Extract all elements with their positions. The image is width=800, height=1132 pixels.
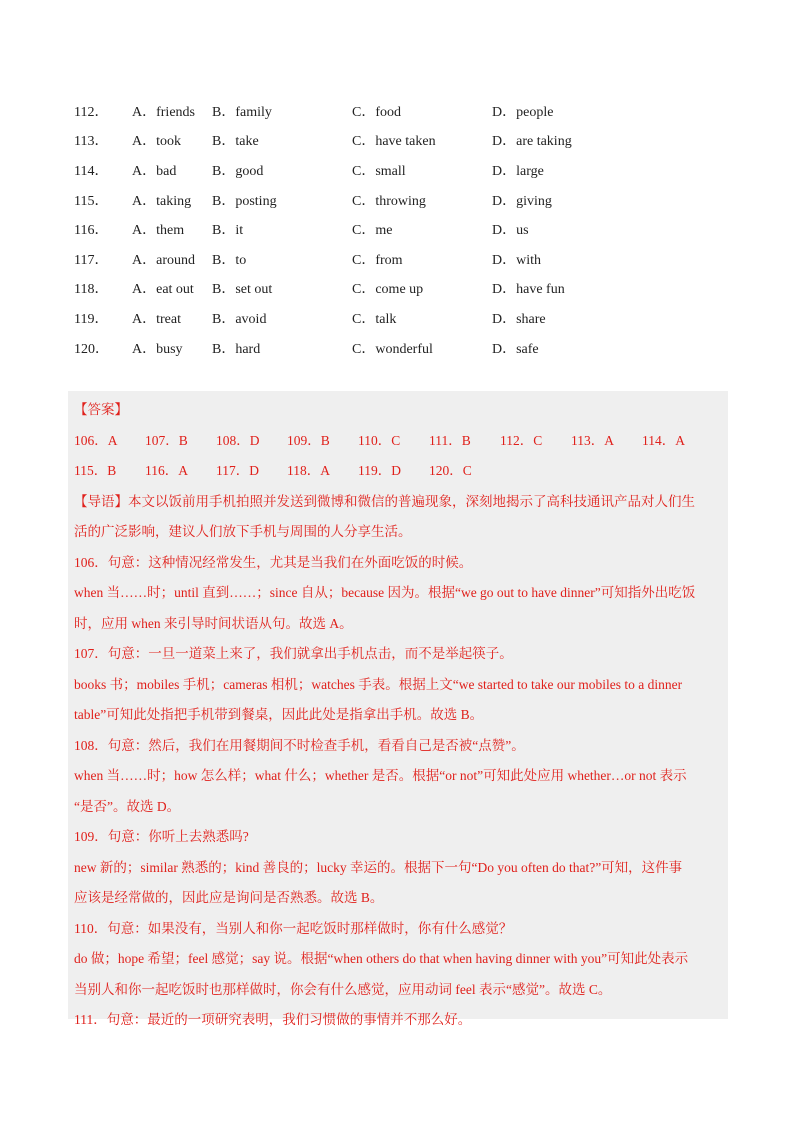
option-a: A．treat	[132, 311, 181, 327]
option-a: A．eat out	[132, 282, 194, 298]
answer-item: 118．A	[287, 463, 330, 478]
option-d: D．safe	[492, 341, 539, 357]
question-number: 117．	[74, 252, 109, 268]
option-a: A．busy	[132, 341, 183, 357]
option-b: B．it	[212, 223, 244, 239]
answer-row-1	[74, 426, 722, 457]
option-b: B．posting	[212, 193, 277, 209]
option-b: B．family	[212, 104, 272, 120]
option-c: C．me	[352, 223, 393, 239]
answer-item: 107．B	[145, 432, 188, 448]
explanation	[74, 487, 722, 1036]
answer-item: 108．D	[216, 432, 260, 448]
explanation-line: 时，应用 when 来引导时间状语从句。故选 A。	[74, 615, 353, 631]
option-a: A．bad	[132, 163, 177, 179]
option-c: C．food	[352, 104, 401, 120]
question-number: 112．	[74, 104, 109, 120]
explanation-line: when 当……时；how 怎么样；what 什么；whether 是否。根据“or not”可知此处应用 whether…or not 表示	[74, 768, 687, 783]
option-list	[74, 96, 734, 362]
question-number: 115．	[74, 193, 109, 209]
option-a: A．taking	[132, 193, 192, 209]
answer-item: 106．A	[74, 432, 118, 448]
answer-item: 114．A	[642, 432, 685, 448]
explanation-line: 110．句意：如果没有，当别人和你一起吃饭时那样做时，你有什么感觉？	[74, 920, 513, 936]
option-a: A．took	[132, 134, 181, 150]
question-number: 120．	[74, 341, 109, 357]
option-b: B．to	[212, 252, 247, 268]
option-d: D．large	[492, 163, 544, 179]
question-number: 119．	[74, 311, 109, 327]
explanation-line: do 做；hope 希望；feel 感觉；say 说。根据“when others do that when having dinner with you”可知此处表示	[74, 951, 689, 966]
explanation-line: table”可知此处指把手机带到餐桌，因此此处是指拿出手机。故选 B。	[74, 707, 484, 722]
explanation-line: 活的广泛影响，建议人们放下手机与周围的人分享生活。	[74, 524, 412, 539]
explanation-line: 当别人和你一起吃饭时也那样做时，你会有什么感觉，应用动词 feel 表示“感觉”。故选 C。	[74, 981, 612, 997]
question-number: 114．	[74, 163, 109, 179]
answer-item: 119．D	[358, 463, 401, 478]
option-b: B．set out	[212, 282, 273, 298]
answer-section	[68, 391, 728, 1027]
explanation-line: “是否”。故选 D。	[74, 798, 181, 814]
explanation-line: 应该是经常做的，因此应是询问是否熟悉。故选 B。	[74, 890, 384, 905]
option-d: D．giving	[492, 193, 552, 209]
option-d: D．are taking	[492, 134, 572, 150]
question-row	[74, 126, 734, 156]
option-c: C．talk	[352, 311, 397, 327]
answer-item: 120．C	[429, 463, 472, 478]
option-a: A．friends	[132, 104, 195, 120]
question-row	[74, 155, 734, 185]
answer-item: 116．A	[145, 463, 188, 478]
answer-item: 109．B	[287, 432, 330, 448]
question-row	[74, 333, 734, 363]
option-c: C．wonderful	[352, 341, 433, 357]
option-c: C．small	[352, 163, 406, 179]
explanation-line: 111．句意：最近的一项研究表明，我们习惯做的事情并不那么好。	[74, 1012, 472, 1027]
answer-item: 113．A	[571, 432, 614, 448]
answer-item: 117．D	[216, 463, 259, 478]
option-a: A．around	[132, 252, 195, 268]
question-row	[74, 274, 734, 304]
option-b: B．avoid	[212, 311, 267, 327]
question-row	[74, 96, 734, 126]
option-c: C．come up	[352, 282, 424, 298]
question-number: 118．	[74, 282, 109, 298]
answer-item: 112．C	[500, 432, 543, 448]
option-c: C．throwing	[352, 193, 426, 209]
question-row	[74, 214, 734, 244]
question-number: 113．	[74, 134, 109, 150]
explanation-line: new 新的；similar 熟悉的；kind 善良的；lucky 幸运的。根据下一句“Do you often do that?”可知，这件事	[74, 859, 683, 875]
explanation-line: books 书；mobiles 手机；cameras 相机；watches 手表。根据上文“we started to take our mobiles to a dinner	[74, 676, 683, 692]
question-row	[74, 303, 734, 333]
answer-item: 110．C	[358, 432, 401, 448]
option-b: B．hard	[212, 341, 261, 357]
explanation-line: 【导语】本文以饭前用手机拍照并发送到微博和微信的普遍现象，深刻地揭示了高科技通讯产品对人们生	[74, 493, 695, 509]
answer-item: 111．B	[429, 432, 471, 448]
question-row	[74, 185, 734, 215]
option-d: D．with	[492, 252, 541, 268]
explanation-line: 106．句意：这种情况经常发生，尤其是当我们在外面吃饭的时候。	[74, 554, 473, 570]
answer-row-2	[74, 456, 722, 487]
option-b: B．take	[212, 134, 259, 150]
explanation-line: when 当……时；until 直到……；since 自从；because 因为。根据“we go out to have dinner”可知指外出吃饭	[74, 585, 696, 600]
question-row	[74, 244, 734, 274]
option-d: D．have fun	[492, 282, 565, 298]
question-number: 116．	[74, 223, 109, 239]
option-d: D．share	[492, 311, 546, 327]
explanation-line: 107．句意：一旦一道菜上来了，我们就拿出手机点击，而不是举起筷子。	[74, 646, 513, 661]
answer-title: 【答案】	[74, 402, 128, 417]
option-d: D．people	[492, 104, 554, 120]
option-a: A．them	[132, 223, 185, 239]
explanation-line: 109．句意：你听上去熟悉吗?	[74, 829, 249, 844]
option-b: B．good	[212, 163, 264, 179]
option-c: C．have taken	[352, 134, 436, 150]
option-c: C．from	[352, 252, 403, 268]
explanation-line: 108．句意：然后，我们在用餐期间不时检查手机，看看自己是否被“点赞”。	[74, 737, 525, 753]
option-d: D．us	[492, 223, 529, 239]
answer-item: 115．B	[74, 463, 117, 478]
